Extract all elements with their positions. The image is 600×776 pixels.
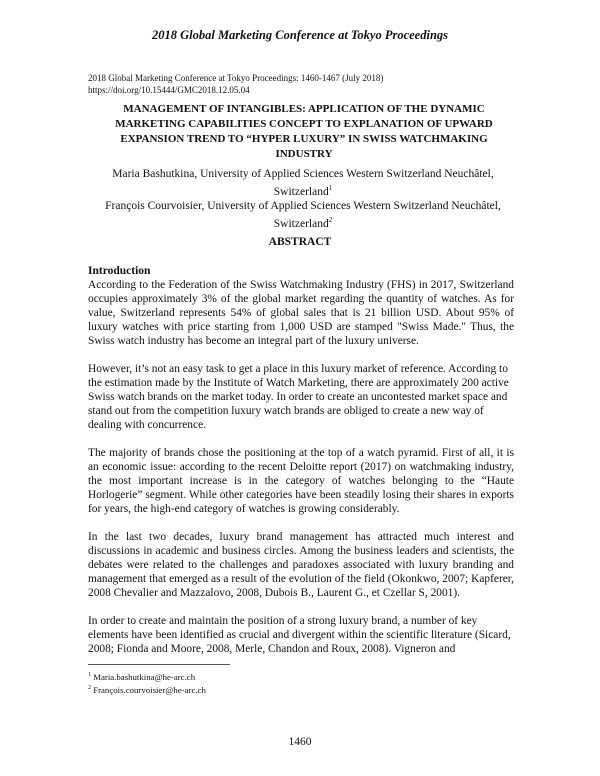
footnote-mark: 1 — [88, 672, 91, 678]
author-list — [88, 167, 518, 231]
footnote-marker: 1 — [328, 184, 333, 192]
author-line: François Courvoisier, University of Applied Sciences Western Switzerland Neuchâtel, — [105, 199, 501, 212]
running-header: 2018 Global Marketing Conference at Tokyo Proceedings — [151, 28, 449, 42]
body-paragraph: According to the Federation of the Swiss Watchmaking Industry (FHS) in 2017, Switzerland occupies approximately 3% of the global market regarding the quantity of watches. As for value, Switzerland represents 54% of global sales that is 21 billion USD. About 95% of luxury watches with price starting from 1,000 USD are stamped "Swiss Made." Thus, the Swiss watch industry has become an integral part of the luxury universe. — [88, 279, 514, 347]
doi-line: https://doi.org/10.15444/GMC2018.12.05.04 — [88, 85, 250, 95]
body-paragraph: However, it’s not an easy task to get a place in this luxury market of reference. According to the estimation made by the Institute of Watch Marketing, there are approximately 200 active Swiss watch brands on the market today. In order to create an uncontested market space and stand out from the competition luxury watch brands are obliged to create a new way of dealing with concurrence. — [88, 363, 509, 431]
footnote-mark: 2 — [88, 684, 91, 691]
citation-block — [88, 72, 518, 96]
author-country: Switzerland — [273, 217, 329, 230]
author-affiliation — [88, 199, 518, 231]
author-country: Switzerland — [273, 185, 329, 198]
body-paragraph: The majority of brands chose the positioning at the top of a watch pyramid. First of all, it is an economic issue: according to the recent Deloitte report (2017) on watchmaking industry, the most important increase is in the category of watches belonging to the “Haute Horlogerie” segment. While other categories have been steadily losing their shares in exports for years, the high-end category of watches is growing considerably. — [88, 447, 514, 515]
section-heading: Introduction — [88, 265, 151, 277]
citation-line: 2018 Global Marketing Conference at Tokyo Proceedings: 1460-1467 (July 2018) — [88, 73, 384, 83]
footnote-email[interactable]: Maria.bashutkina@he-arc.ch — [93, 671, 196, 682]
body-paragraph: In order to create and maintain the position of a strong luxury brand, a number of key elements have been identified as crucial and divergent within the scientific literature (Sicard, 2008; Fionda and Moore, 2008, Merle, Chandon and Roux, 2008). Vigneron and — [88, 615, 511, 655]
author-affiliation — [88, 167, 518, 199]
page-number: 1460 — [288, 736, 312, 748]
footnote — [88, 683, 388, 696]
abstract-heading: ABSTRACT — [268, 236, 332, 248]
footnote — [88, 670, 388, 683]
paper-title: MANAGEMENT OF INTANGIBLES: APPLICATION OF THE DYNAMIC MARKETING CAPABILITIES CONCEPT TO EXPLANATION OF UPWARD EXPANSION TREND TO “HYPER LUXURY” IN SWISS WATCHMAKING INDUSTRY — [115, 103, 493, 160]
body-paragraph: In the last two decades, luxury brand management has attracted much interest and discussions in academic and business circles. Among the business leaders and scientists, the debates were related to the challenges and paradoxes associated with luxury branding and management that emerged as a result of the evolution of the field (Okonkwo, 2007; Kapferer, 2008 Chevalier and Mazzalovo, 2008, Dubois B., Laurent G., et Czellar S, 2001). — [88, 531, 514, 599]
body-text — [88, 264, 514, 670]
footnote-email[interactable]: François.courvoisier@he-arc.ch — [93, 684, 206, 695]
footnotes — [88, 670, 388, 696]
footnote-marker: 2 — [328, 215, 333, 224]
footnote-divider — [88, 664, 230, 665]
author-line: Maria Bashutkina, University of Applied Sciences Western Switzerland Neuchâtel, — [112, 168, 494, 180]
